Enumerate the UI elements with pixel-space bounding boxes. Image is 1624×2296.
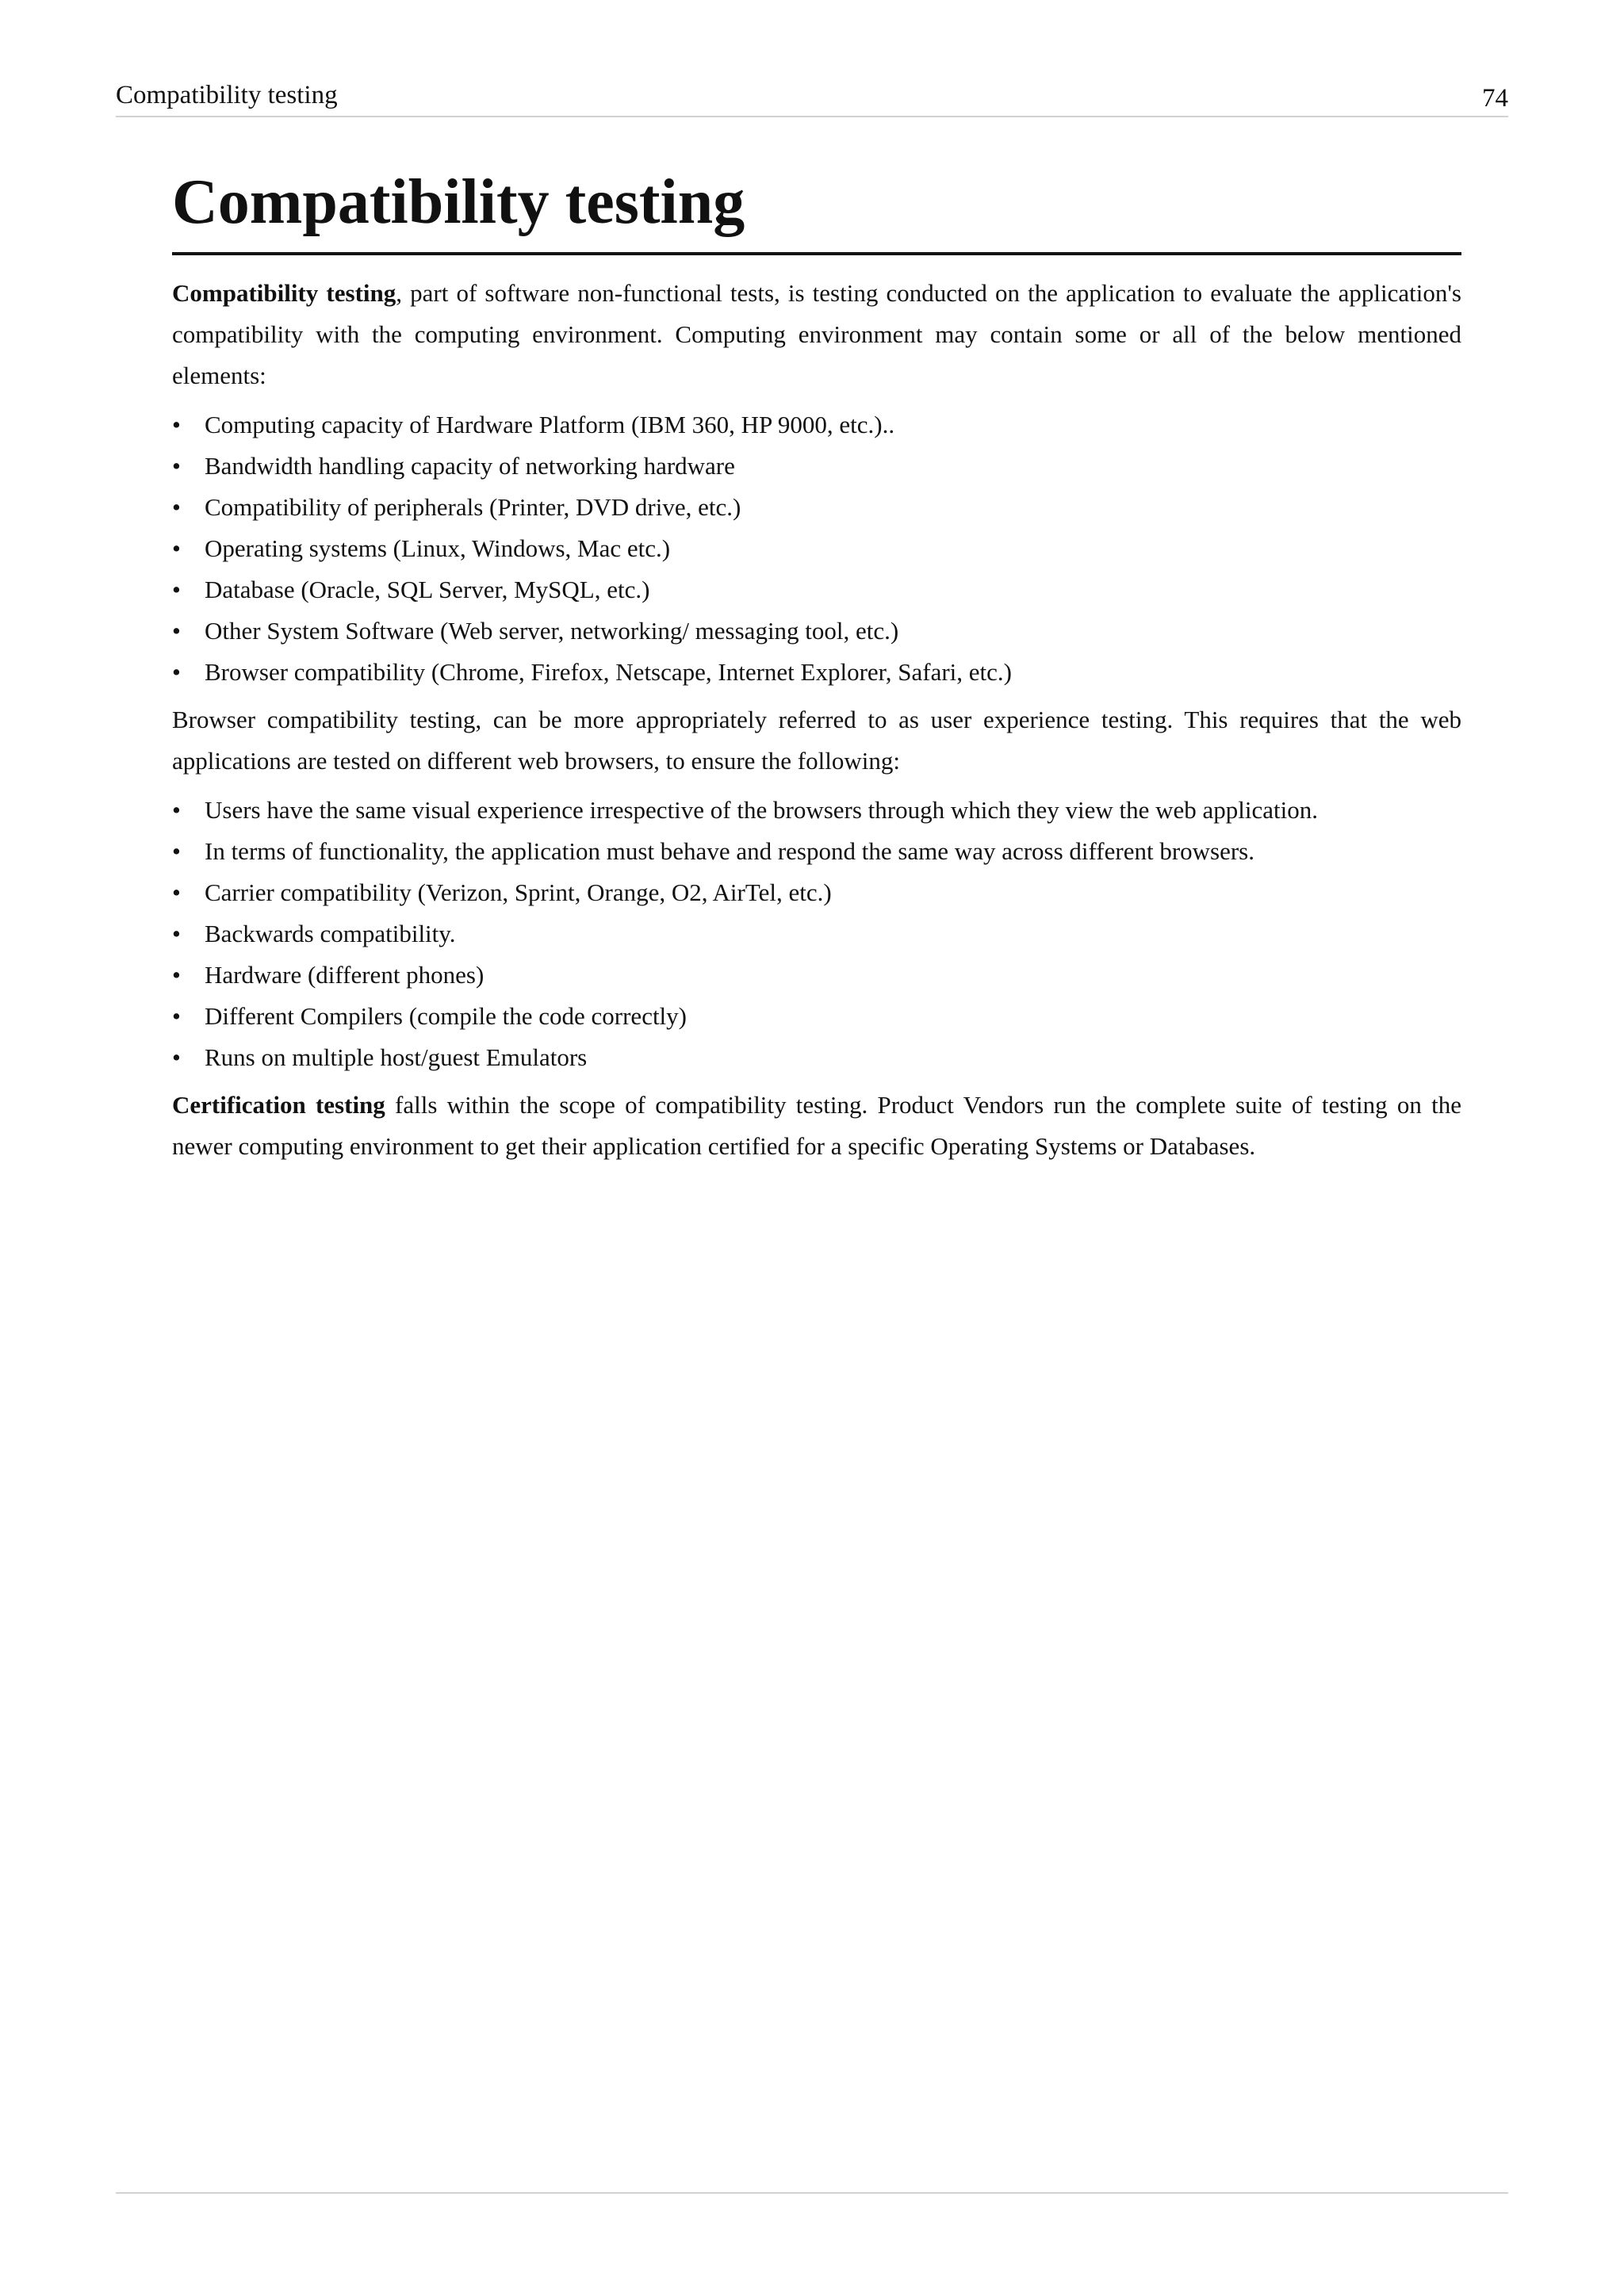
list-item	[172, 404, 1461, 446]
intro-text: , part of software non-functional tests, is testing conducted on the application to evaluate the application's compatibility with the computing environment. Computing environment may contain some or all of the below mentioned elements:	[172, 279, 1461, 389]
list-item-text: Compatibility of peripherals (Printer, DVD drive, etc.)	[205, 493, 741, 521]
bullet-icon: •	[172, 452, 181, 480]
running-header	[116, 76, 1508, 117]
bullet-icon: •	[172, 493, 181, 521]
list-item-text: Browser compatibility (Chrome, Firefox, Netscape, Internet Explorer, Safari, etc.)	[205, 658, 1012, 686]
list-item	[172, 652, 1461, 693]
footer-rule	[116, 2192, 1508, 2194]
list-item	[172, 913, 1461, 955]
list-item-text: Carrier compatibility (Verizon, Sprint, Orange, O2, AirTel, etc.)	[205, 878, 832, 906]
bullet-icon: •	[172, 1043, 181, 1071]
bullet-icon: •	[172, 576, 181, 603]
list-item	[172, 446, 1461, 487]
list-item-text: Runs on multiple host/guest Emulators	[205, 1043, 588, 1071]
list-item-text: Computing capacity of Hardware Platform (IBM 360, HP 9000, etc.)..	[205, 411, 895, 438]
list-item-text: In terms of functionality, the application must behave and respond the same way across different browsers.	[205, 837, 1254, 865]
browser-requirements-list	[172, 790, 1461, 1078]
list-item	[172, 1037, 1461, 1078]
page-title: Compatibility testing	[172, 159, 1461, 255]
computing-elements-list	[172, 404, 1461, 693]
bullet-icon: •	[172, 658, 181, 686]
list-item-text: Database (Oracle, SQL Server, MySQL, etc.)	[205, 576, 650, 603]
article-body	[172, 159, 1461, 1167]
intro-paragraph	[172, 273, 1461, 396]
list-item-text: Other System Software (Web server, networking/ messaging tool, etc.)	[205, 617, 899, 645]
list-item	[172, 831, 1461, 872]
bullet-icon: •	[172, 534, 181, 562]
list-item	[172, 569, 1461, 610]
bullet-icon: •	[172, 961, 181, 989]
list-item-text: Bandwidth handling capacity of networking hardware	[205, 452, 735, 480]
bullet-icon: •	[172, 617, 181, 645]
bullet-icon: •	[172, 920, 181, 947]
list-item	[172, 790, 1461, 831]
intro-bold-term: Compatibility testing	[172, 279, 396, 307]
header-title: Compatibility testing	[116, 81, 338, 109]
list-item	[172, 528, 1461, 569]
list-item	[172, 996, 1461, 1037]
browser-compatibility-paragraph: Browser compatibility testing, can be more appropriately referred to as user experience testing. This requires that the web applications are tested on different web browsers, to ensure the following:	[172, 706, 1461, 775]
list-item-text: Operating systems (Linux, Windows, Mac etc.)	[205, 534, 671, 562]
bullet-icon: •	[172, 411, 181, 438]
bullet-icon: •	[172, 878, 181, 906]
list-item	[172, 610, 1461, 652]
list-item-text: Backwards compatibility.	[205, 920, 456, 947]
certification-paragraph	[172, 1085, 1461, 1167]
bullet-icon: •	[172, 1002, 181, 1030]
bullet-icon: •	[172, 837, 181, 865]
bullet-icon: •	[172, 796, 181, 824]
list-item	[172, 487, 1461, 528]
certification-bold-term: Certification testing	[172, 1091, 385, 1119]
list-item-text: Different Compilers (compile the code correctly)	[205, 1002, 687, 1030]
page-number: 74	[1482, 84, 1508, 113]
list-item	[172, 955, 1461, 996]
list-item-text: Users have the same visual experience irrespective of the browsers through which they view the web application.	[205, 796, 1318, 824]
list-item	[172, 872, 1461, 913]
list-item-text: Hardware (different phones)	[205, 961, 485, 989]
certification-text: falls within the scope of compatibility testing. Product Vendors run the complete suite of testing on the newer computing environment to get their application certified for a specific Operating Systems or Databases.	[172, 1091, 1461, 1160]
